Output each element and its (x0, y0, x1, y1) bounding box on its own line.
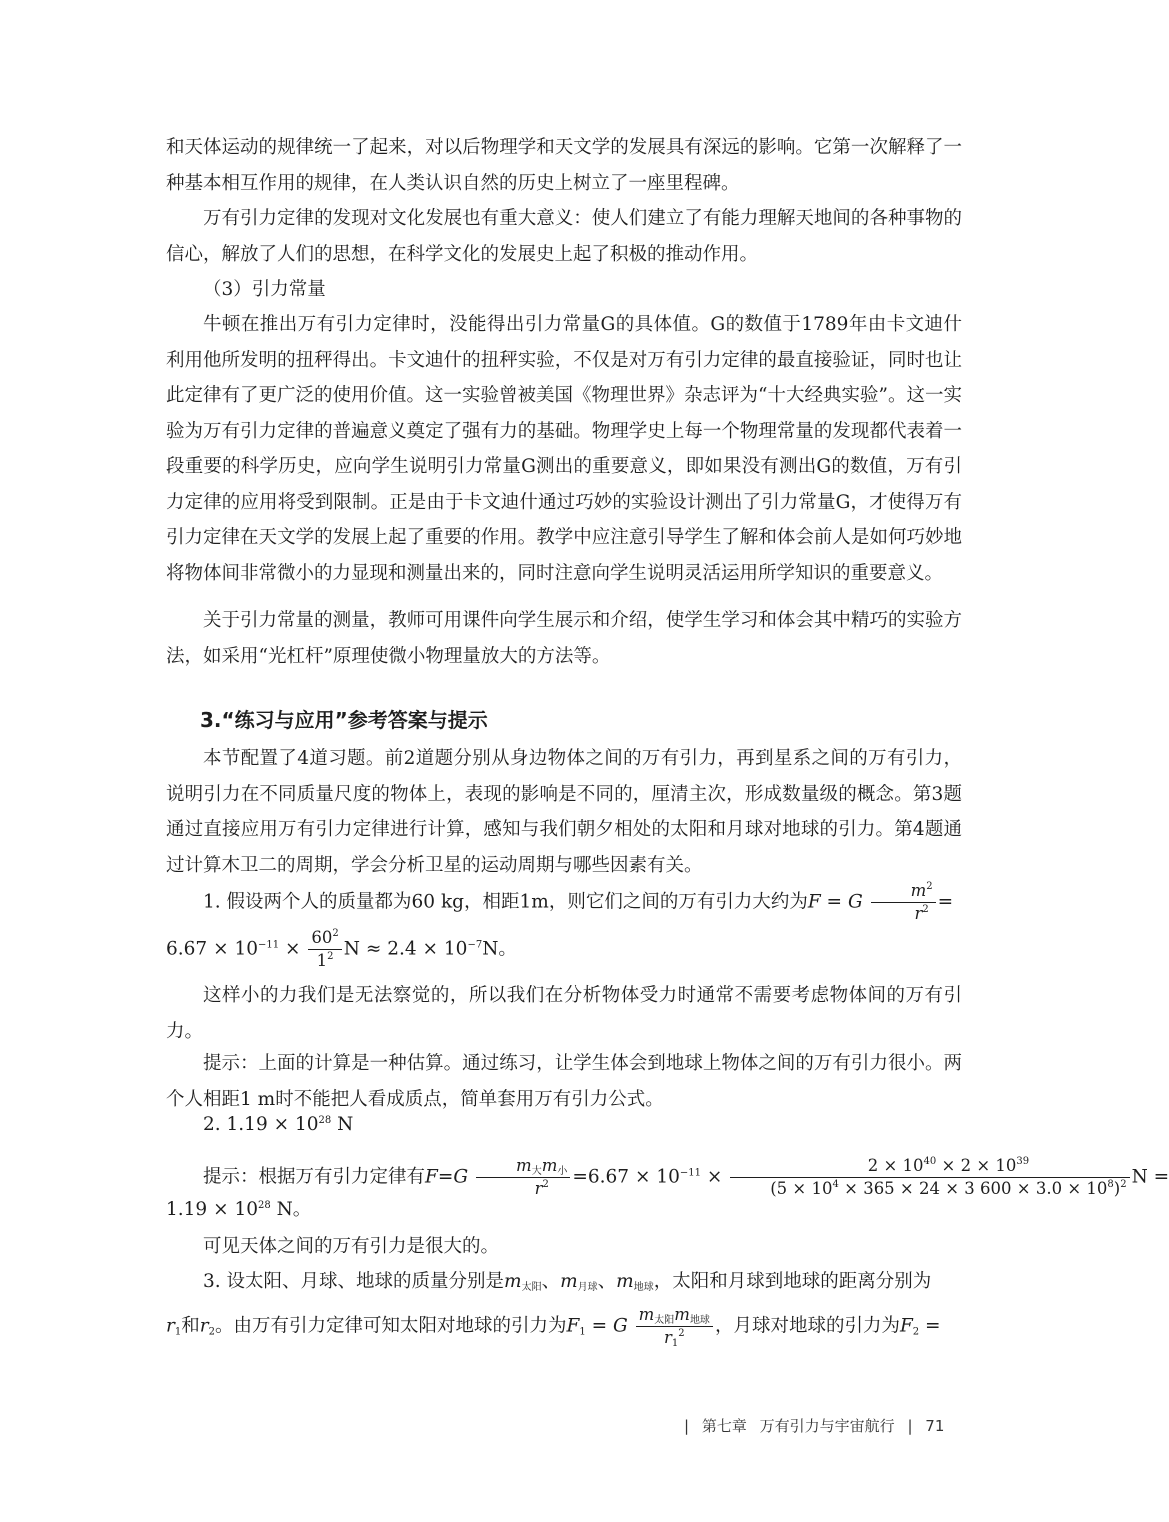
section-heading: 3.“练习与应用”参考答案与提示 (200, 708, 488, 732)
paragraph-measurement: 关于引力常量的测量，教师可用课件向学生展示和介绍，使学生学习和体会其中精巧的实验方法，如采用“光杠杆”原理使微小物理量放大的方法等。 (166, 610, 962, 667)
paragraph-cultural-meaning: 万有引力定律的发现对文化发展也有重大意义：使人们建立了有能力理解天地间的各种事物的信心，解放了人们的思想，在科学文化的发展史上起了积极的推动作用。 (166, 208, 962, 265)
paragraph-significance: 和天体运动的规律统一了起来，对以后物理学和天文学的发展具有深远的影响。它第一次解释了一种基本相互作用的规律，在人类认识自然的历史上树立了一座里程碑。 (166, 137, 962, 194)
q2-fraction-masses: $\frac{m_大m_小}{r^2}$ (476, 1155, 570, 1200)
subsection-title-gravitational-constant: （3）引力常量 (203, 279, 326, 300)
q1-fraction-numeric: $\frac{60^2}{1^2}$ (308, 927, 341, 972)
q3-line1: 3. 设太阳、月球、地球的质量分别是$m_{太阳}$、$m_{月球}$、$m_{地球}$，太阳和月球到地球的距离分别为 (203, 1271, 932, 1293)
section-intro: 本节配置了4道习题。前2道题分别从身边物体之间的万有引力，再到星系之间的万有引力，说明引力在不同质量尺度的物体上，表现的影响是不同的，厘清主次，形成数量级的概念。第3题通过直接应用万有引力定律进行计算，感知与我们朝夕相处的太阳和月球对地球的引力。第4题通过计算木卫二的周期，学会分析卫星的运动周期与哪些因素有关。 (166, 748, 962, 876)
paragraph-cavendish: 牛顿在推出万有引力定律时，没能得出引力常量G的具体值。G的数值于1789年由卡文迪什利用他所发明的扭秤得出。卡文迪什的扭秤实验，不仅是对万有引力定律的最直接验证，同时也让此定律有了更广泛的使用价值。这一实验曾被美国《物理世界》杂志评为“十大经典实验”。这一实验为万有引力定律的普遍意义奠定了强有力的基础。物理学史上每一个物理常量的发现都代表着一段重要的科学历史，应向学生说明引力常量G测出的重要意义，即如果没有测出G的数值，万有引力定律的应用将受到限制。正是由于卡文迪什通过巧妙的实验设计测出了引力常量G，才使得万有引力定律在天文学的发展上起了重要的作用。教学中应注意引导学生了解和体会前人是如何巧妙地将物体间非常微小的力显现和测量出来的，同时注意向学生说明灵活运用所学知识的重要意义。 (166, 314, 962, 584)
q2-conclusion: 可见天体之间的万有引力是很大的。 (203, 1236, 500, 1257)
page-number: 71 (925, 1417, 945, 1435)
q1-note: 这样小的力我们是无法察觉的，所以我们在分析物体受力时通常不需要考虑物体间的万有引力。 (166, 985, 962, 1042)
footer-divider-right: | (907, 1417, 913, 1435)
q2-result: $1.19 \times 10^{28}$ N。 (166, 1199, 312, 1220)
q3-line2: $r_1$和$r_2$。由万有引力定律可知太阳对地球的引力为$F_1 = G$ $\frac{m_{太阳}m_{地球}}{r_1^2}$ ，月球对地球的引力为$F_2$ = (166, 1305, 941, 1349)
q1-hint: 提示：上面的计算是一种估算。通过练习，让学生体会到地球上物体之间的万有引力很小。两个人相距1 m时不能把人看成质点，简单套用万有引力公式。 (166, 1053, 962, 1110)
q2-fraction-numeric: $\frac{2 \times 10^{40} \times 2 \times 10^{39}}{(5 \times 10^4 \times 365 \times 24 \times 3 600 \times 3.0 \times 10^8)^2}$ (730, 1155, 1129, 1200)
q2-answer: 2. $1.19 \times 10^{28}$ N (203, 1114, 354, 1135)
q1-fraction-m-over-r: $\frac{m^2}{r^2}$ (871, 880, 936, 925)
footer-divider-left: | (684, 1417, 690, 1435)
footer-chapter: 第七章 (701, 1417, 747, 1435)
q1-line2: $6.67 \times 10^{-11}$ × $\frac{60^2}{1^2}$ $N \approx 2.4 \times 10^{-7}N$。 (166, 928, 517, 970)
q1-line1: 1. 假设两个人的质量都为60 kg，相距1m，则它们之间的万有引力大约为F = G $\frac{m^2}{r^2}$ = (203, 881, 954, 923)
page-footer (684, 1415, 964, 1436)
footer-chapter-title: 万有引力与宇宙航行 (759, 1417, 895, 1435)
q3-fraction-sun-earth: $\frac{m_{太阳}m_{地球}}{r_1^2}$ (636, 1304, 713, 1349)
q2-hint-line: 提示：根据万有引力定律有F=G $\frac{m_大m_小}{r^2}$ $=6.67 \times 10^{-11}$ × $\frac{2 \times 10^{40} \times 2 \times 10^{39}}{(5 \times 10^4 \times 365 \times 24 \times 3 600 \times 3.0 \times 10^8)^2}$ N = (203, 1156, 1169, 1198)
